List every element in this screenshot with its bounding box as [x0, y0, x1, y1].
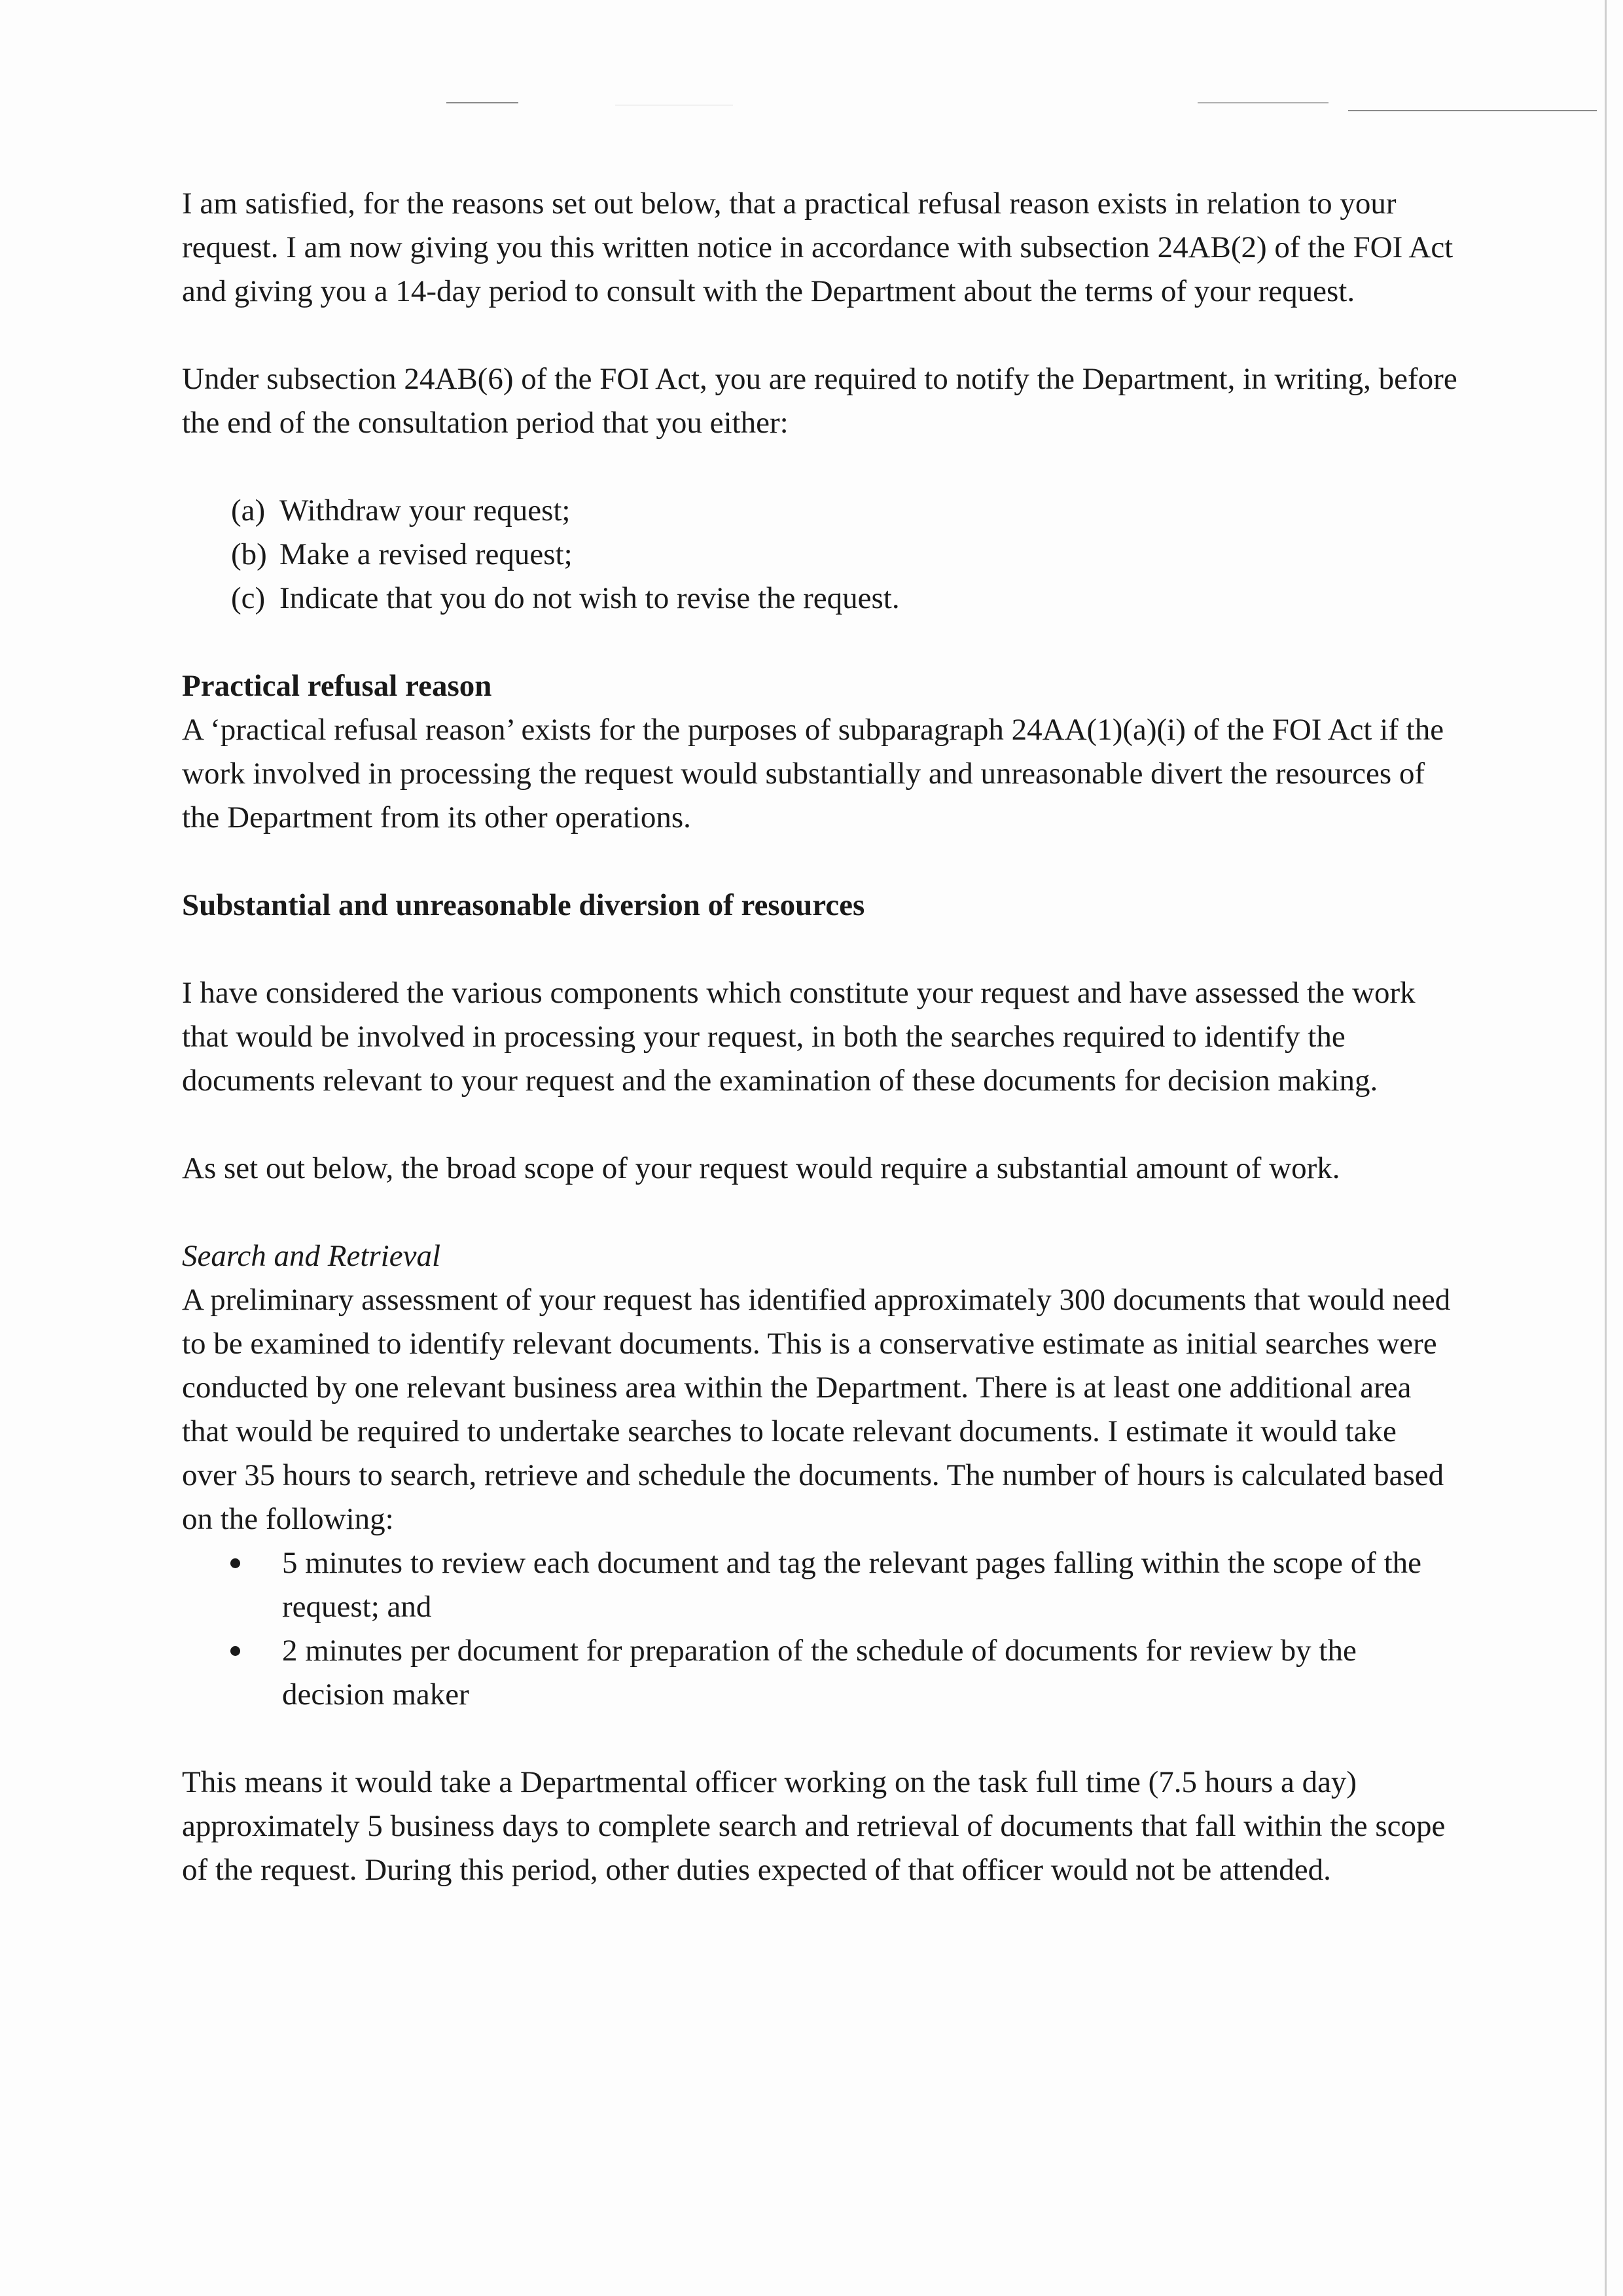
option-text: Withdraw your request; [279, 493, 571, 528]
bullet-text: 2 minutes per document for preparation of the schedule of documents for review by the decision maker [282, 1634, 1357, 1712]
calculation-bullets [182, 1541, 1458, 1717]
diversion-heading: Substantial and unreasonable diversion of resources [182, 888, 865, 922]
option-text: Make a revised request; [279, 537, 573, 571]
option-item [182, 577, 1458, 620]
bullet-dot-icon [230, 1646, 240, 1656]
diversion-paragraph-2: As set out below, the broad scope of your request would require a substantial amount of work. [182, 1151, 1340, 1185]
intro-paragraph: I am satisfied, for the reasons set out below, that a practical refusal reason exists in relation to your request. I am now giving you this written notice in accordance with subsection 24AB(2) of the FOI Act and giving you a 14-day period to consult with the Department about the terms of your request. [182, 187, 1454, 308]
scan-artifact-line [446, 102, 518, 103]
option-marker: (c) [231, 581, 266, 615]
bullet-item [182, 1541, 1458, 1629]
search-retrieval-heading: Search and Retrieval [182, 1239, 441, 1273]
diversion-paragraph-1: I have considered the various components which constitute your request and have assessed the work that would be involved in processing your request, in both the searches required to identify the documents relevant to your request and the examination of these documents for decision making. [182, 976, 1416, 1098]
practical-refusal-heading: Practical refusal reason [182, 669, 492, 703]
practical-refusal-text: A ‘practical refusal reason’ exists for the purposes of subparagraph 24AA(1)(a)(i) of the FOI Act if the work involved in processing the request would substantially and unreasonable divert the resources of the Department from its other operations. [182, 713, 1444, 834]
bullet-dot-icon [230, 1558, 240, 1568]
bullet-item [182, 1629, 1458, 1717]
search-retrieval-text: A preliminary assessment of your request has identified approximately 300 documents that would need to be examined to identify relevant documents. This is a conservative estimate as initial searches were conducted by one relevant business area within the Department. There is at least one additional area that would be required to undertake searches to locate relevant documents. I estimate it would take over 35 hours to search, retrieve and schedule the documents. The number of hours is calculated based on the following: [182, 1283, 1451, 1536]
option-marker: (a) [231, 493, 266, 528]
option-item [182, 533, 1458, 577]
scan-artifact-line [1198, 102, 1329, 103]
scan-artifact-line [1348, 110, 1597, 111]
letter-body [182, 182, 1458, 1892]
option-text: Indicate that you do not wish to revise the request. [279, 581, 900, 615]
closing-paragraph: This means it would take a Departmental officer working on the task full time (7.5 hours a day) approximately 5 business days to complete search and retrieval of documents that fall within the scope of the request. During this period, other duties expected of that officer would not be attended. [182, 1765, 1446, 1887]
bullet-text: 5 minutes to review each document and tag the relevant pages falling within the scope of the request; and [282, 1546, 1422, 1624]
option-item [182, 489, 1458, 533]
page-edge [1605, 0, 1607, 2296]
notification-paragraph: Under subsection 24AB(6) of the FOI Act, you are required to notify the Department, in writing, before the end of the consultation period that you either: [182, 362, 1457, 440]
options-list [182, 489, 1458, 620]
option-marker: (b) [231, 537, 267, 571]
